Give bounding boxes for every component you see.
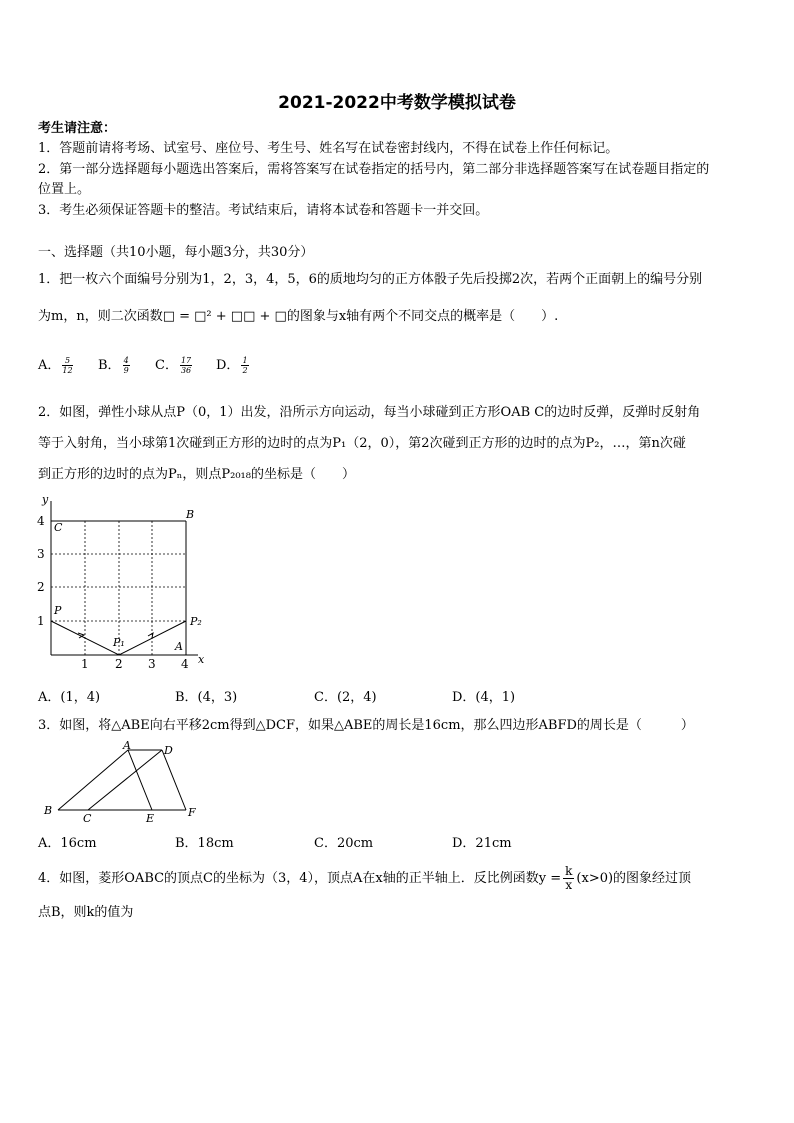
q1-line-2-post: 的图象与x轴有两个不同交点的概率是（ ）. bbox=[286, 309, 559, 324]
point-c-label: C bbox=[54, 521, 63, 534]
q4-line-2: 点B，则k的值为 bbox=[38, 905, 134, 920]
numerator: k bbox=[565, 864, 573, 878]
notice-item-3: 3．考生必须保证答题卡的整洁。考试结束后，请将本试卷和答题卡一并交回。 bbox=[38, 203, 489, 218]
numerator: 4 bbox=[123, 356, 129, 365]
option-label: C． bbox=[155, 358, 178, 373]
y-tick: 4 bbox=[37, 514, 45, 528]
option-label: D． bbox=[216, 358, 240, 373]
q2-line-2: 等于入射角，当小球第1次碰到正方形的边时的点为P₁（2，0），第2次碰到正方形的边时的点为P₂，…，第n次碰 bbox=[38, 436, 686, 451]
option-fraction bbox=[62, 356, 72, 375]
y-tick: 3 bbox=[37, 547, 45, 561]
notice-item-1: 1．答题前请将考场、试室号、座位号、考生号、姓名写在试卷密封线内，不得在试卷上作任何标记。 bbox=[38, 141, 619, 156]
denominator: 12 bbox=[62, 366, 73, 375]
point-p1-label: P₁ bbox=[113, 636, 125, 649]
q1-option-a[interactable] bbox=[38, 354, 75, 375]
label-a: A bbox=[123, 740, 131, 752]
point-p2-label: P₂ bbox=[190, 615, 202, 628]
numerator: 17 bbox=[180, 356, 192, 365]
q3-option-c[interactable]: C．20cm bbox=[314, 836, 374, 851]
label-c: C bbox=[83, 812, 92, 825]
q1-formula: □ = □² + □□ + □ bbox=[162, 309, 287, 324]
denominator: 9 bbox=[123, 366, 129, 375]
option-fraction bbox=[241, 356, 248, 375]
q1-line-1: 1．把一枚六个面编号分别为1，2，3，4，5，6的质地均匀的正方体骰子先后投掷2次，若两个正面朝上的编号分别 bbox=[38, 272, 703, 287]
q1-option-c[interactable] bbox=[155, 354, 194, 375]
q1-line-2 bbox=[38, 309, 558, 325]
y-axis-label: y bbox=[42, 493, 49, 506]
numerator: 5 bbox=[62, 356, 72, 366]
q2-option-d[interactable]: D．(4，1) bbox=[452, 690, 516, 705]
option-fraction bbox=[180, 356, 192, 375]
point-b-label: B bbox=[186, 508, 195, 521]
notice-heading: 考生请注意： bbox=[38, 121, 117, 136]
notice-item-2-cont: 位置上。 bbox=[38, 182, 91, 197]
label-b: B bbox=[44, 804, 53, 817]
q3-option-a[interactable]: A．16cm bbox=[38, 836, 97, 851]
q1-option-b[interactable] bbox=[98, 354, 132, 375]
q2-option-a[interactable]: A．(1，4) bbox=[38, 690, 101, 705]
option-fraction bbox=[123, 356, 130, 375]
denominator: x bbox=[565, 878, 573, 892]
q3-line-1: 3．如图，将△ABE向右平移2cm得到△DCF，如果△ABE的周长是16cm，那么四边形ABFD的周长是（ ） bbox=[38, 718, 694, 733]
q4-line-1-pre: 4．如图，菱形OABC的顶点C的坐标为（3，4），顶点A在x轴的正半轴上．反比例函数y = bbox=[38, 871, 562, 886]
q2-option-c[interactable]: C．(2，4) bbox=[314, 690, 377, 705]
q4-line-1-post: (x>0)的图象经过顶 bbox=[576, 871, 692, 886]
page-title: 2021-2022中考数学模拟试卷 bbox=[278, 93, 516, 113]
notice-item-2: 2．第一部分选择题每小题选出答案后，需将答案写在试卷指定的括号内，第二部分非选择题答案写在试卷题目指定的 bbox=[38, 162, 710, 177]
q2-option-b[interactable]: B．(4，3) bbox=[175, 690, 238, 705]
q3-option-d[interactable]: D．21cm bbox=[452, 836, 512, 851]
q4-k-fraction bbox=[563, 865, 574, 892]
label-e: E bbox=[146, 812, 155, 825]
q2-line-1: 2．如图，弹性小球从点P（0，1）出发，沿所示方向运动，每当小球碰到正方形OAB C的边时反弹，反弹时反射角 bbox=[38, 405, 701, 420]
option-label: A． bbox=[38, 358, 61, 373]
y-tick: 1 bbox=[37, 614, 45, 628]
option-label: B． bbox=[98, 358, 121, 373]
q2-figure bbox=[30, 493, 210, 673]
label-d: D bbox=[164, 744, 173, 757]
x-tick: 2 bbox=[115, 657, 123, 671]
denominator: 36 bbox=[180, 366, 192, 375]
point-a-label: A bbox=[175, 640, 183, 653]
label-f: F bbox=[188, 806, 196, 819]
numerator: 1 bbox=[242, 356, 248, 365]
q3-figure bbox=[40, 740, 210, 826]
y-tick: 2 bbox=[37, 580, 45, 594]
x-axis-label: x bbox=[198, 653, 205, 666]
q4-line-1 bbox=[38, 865, 691, 892]
q1-option-d[interactable] bbox=[216, 354, 251, 375]
point-p-label: P bbox=[54, 604, 62, 617]
x-tick: 3 bbox=[148, 657, 156, 671]
q1-line-2-pre: 为m，n，则二次函数 bbox=[38, 309, 163, 324]
q2-line-3: 到正方形的边时的点为Pₙ，则点P₂₀₁₈的坐标是（ ） bbox=[38, 467, 355, 482]
x-tick: 4 bbox=[181, 657, 189, 671]
section-heading: 一、选择题（共10小题，每小题3分，共30分） bbox=[38, 245, 314, 260]
denominator: 2 bbox=[242, 366, 248, 375]
x-tick: 1 bbox=[81, 657, 89, 671]
q3-option-b[interactable]: B．18cm bbox=[175, 836, 234, 851]
